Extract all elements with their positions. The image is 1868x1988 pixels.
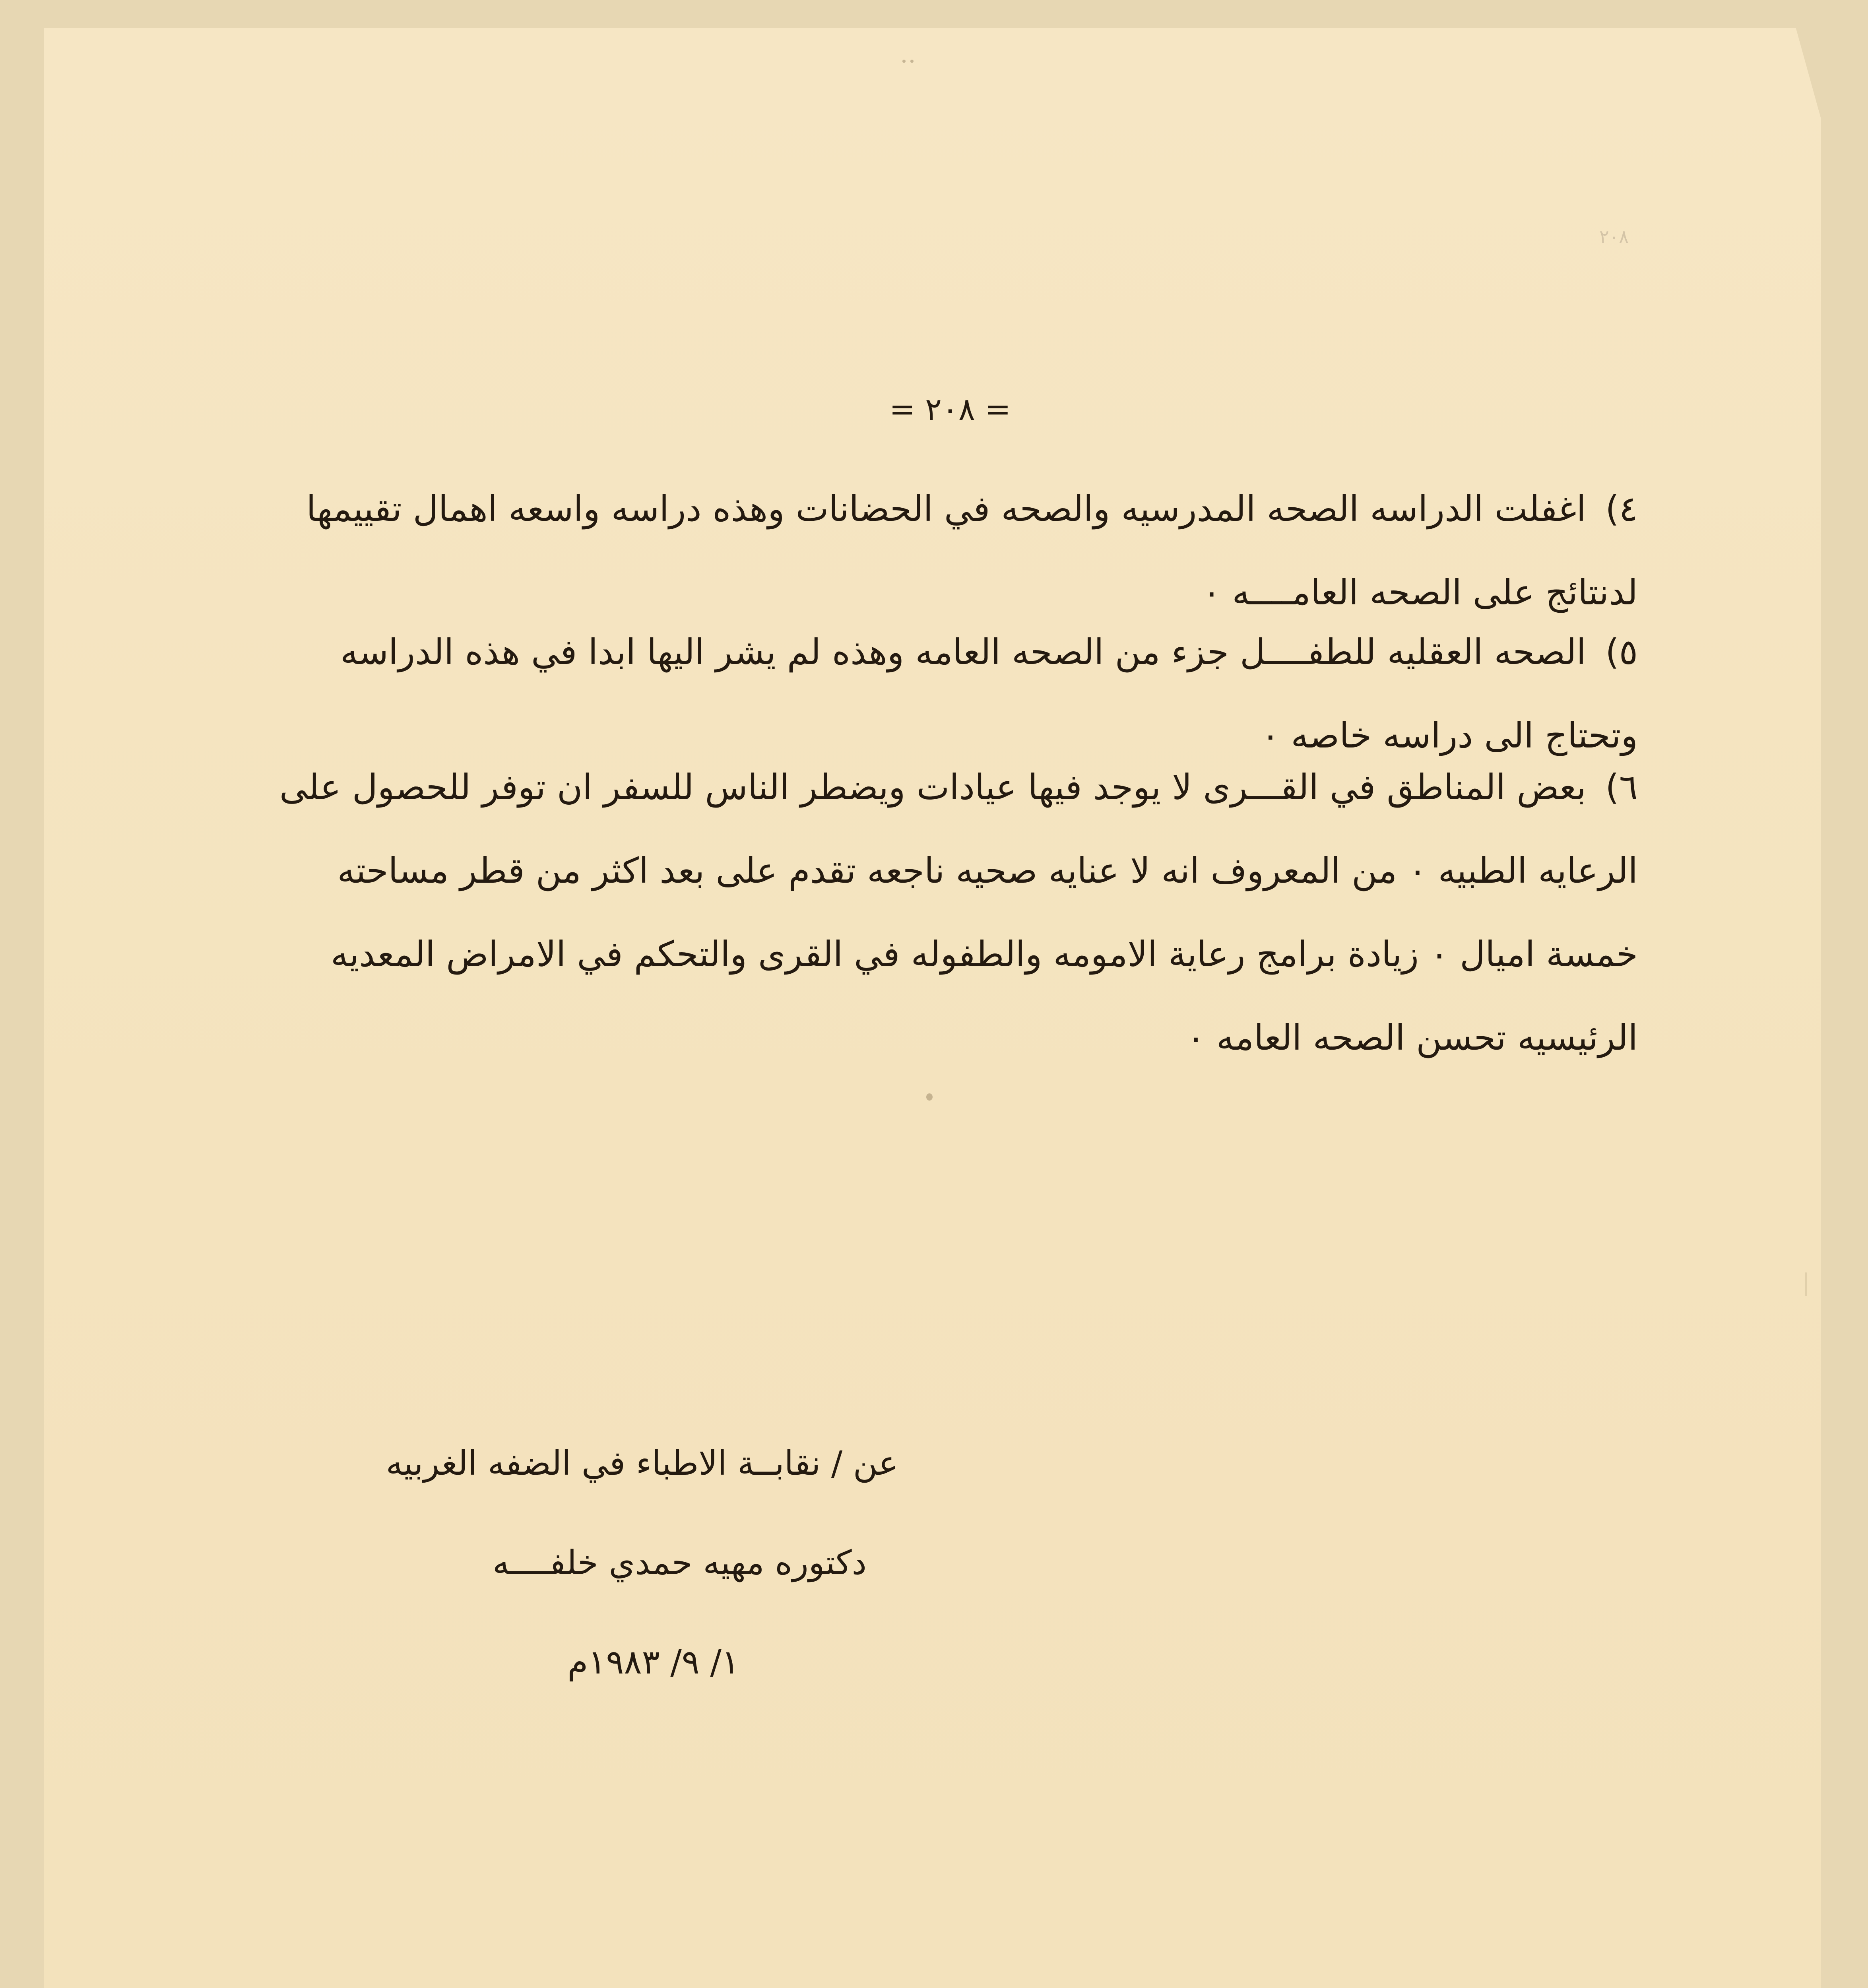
list-item-line: وتحتاج الى دراسه خاصه ٠: [1261, 715, 1638, 756]
signature-name: دكتوره مهيه حمدي خلفــــه: [493, 1543, 867, 1582]
item-text: اغفلت الدراسه الصحه المدرسيه والصحه في الحضانات وهذه دراسه واسعه اهمال تقييمها: [306, 488, 1586, 529]
list-item-6: [279, 755, 1638, 1058]
item-number: ٤): [1605, 488, 1638, 529]
list-item-line: [302, 477, 1638, 541]
page-number: = ٢٠٨ =: [889, 392, 1011, 427]
item-number: ٥): [1605, 631, 1638, 672]
paper-speck: [910, 60, 914, 63]
list-item-line: [279, 755, 1638, 819]
paper-speck: [1805, 1272, 1807, 1296]
paper-speck: [902, 60, 906, 63]
list-item-line: الرعايه الطبيه ٠ من المعروف انه لا عنايه صحيه ناجعه تقدم على بعد اكثر من قطر مساحته: [337, 850, 1638, 891]
item-text: الصحه العقليه للطفــــل جزء من الصحه العامه وهذه لم يشر اليها ابدا في هذه الدراسه: [340, 631, 1586, 672]
list-item-line: الرئيسيه تحسن الصحه العامه ٠: [1186, 1017, 1638, 1058]
list-item-line: خمسة اميال ٠ زيادة برامج رعاية الامومه والطفوله في القرى والتحكم في الامراض المعديه: [330, 934, 1638, 975]
item-text: بعض المناطق في القـــرى لا يوجد فيها عيادات ويضطر الناس للسفر ان توفر للحصول على: [279, 767, 1586, 808]
item-number: ٦): [1605, 767, 1638, 808]
list-item-line: لدنتائج على الصحه العامــــه ٠: [1202, 572, 1638, 613]
list-item-line: [302, 620, 1638, 684]
list-item-5: [302, 620, 1638, 763]
signature-date: ١/ ٩/ ١٩٨٣م: [567, 1642, 739, 1681]
archive-stamp-mark: ٢٠٨: [1599, 226, 1629, 247]
list-item-4: [302, 477, 1638, 620]
signature-organization: عن / نقابــة الاطباء في الضفه الغربيه: [386, 1444, 898, 1483]
paper-speck: [926, 1093, 933, 1101]
